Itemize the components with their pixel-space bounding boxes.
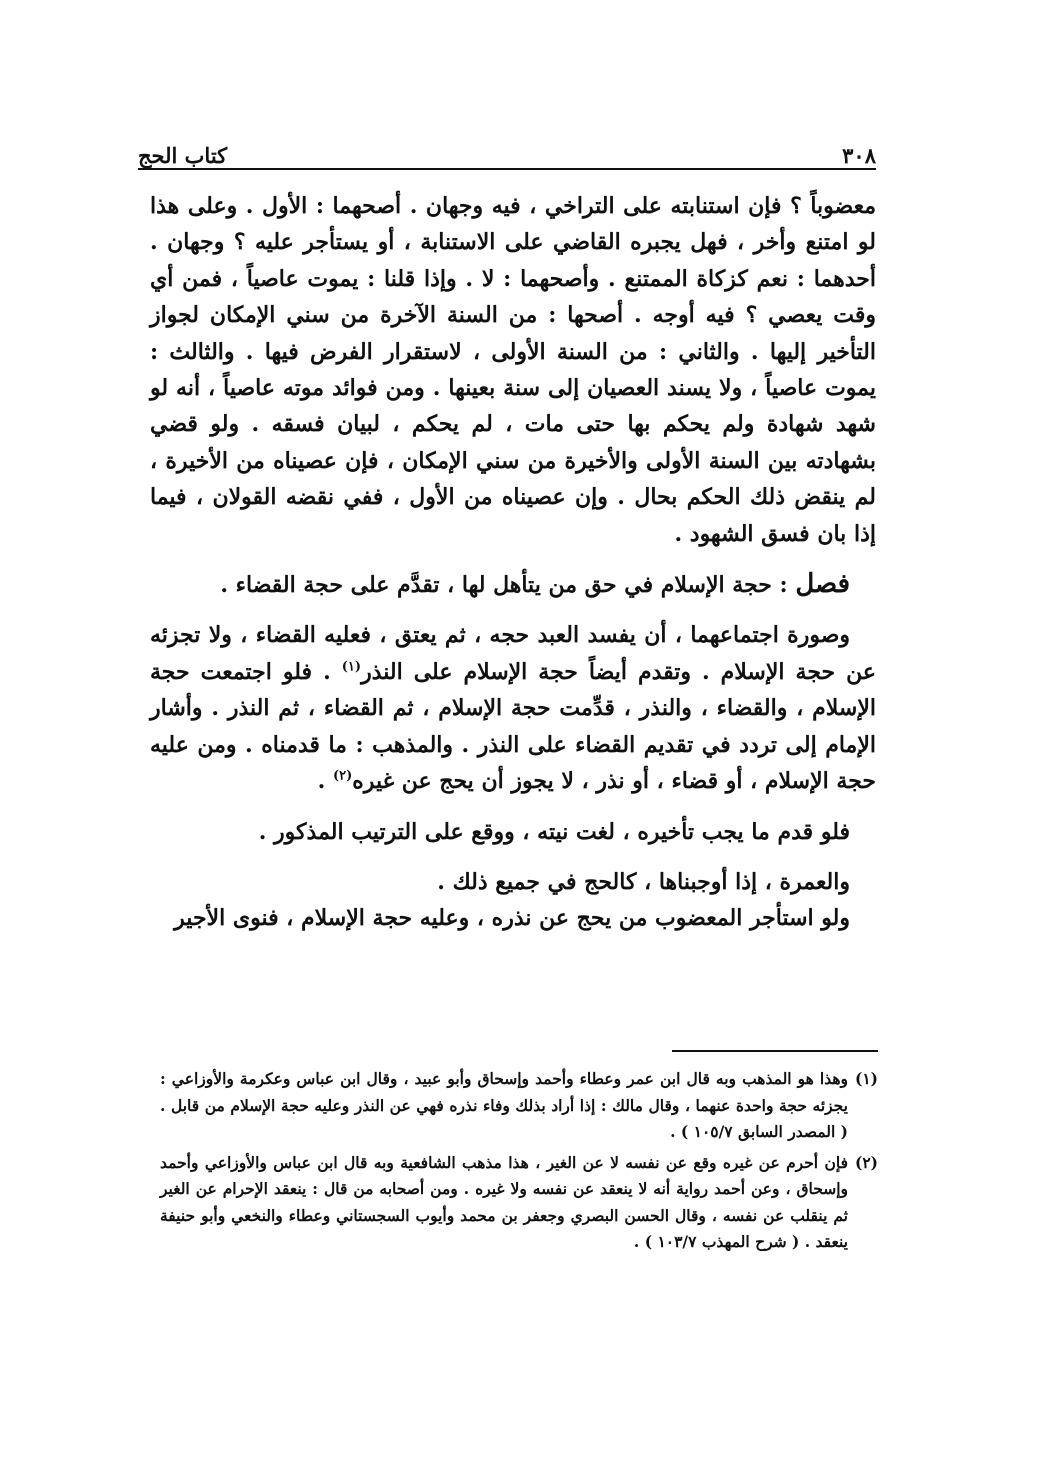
footnote-1 <box>160 1066 878 1146</box>
paragraph-6: ولو استأجر المعضوب من يحج عن نذره ، وعليه حجة الإسلام ، فنوى الأجير <box>174 905 850 932</box>
paragraph-5: والعمرة ، إذا أوجبناها ، كالحج في جميع ذلك . <box>437 868 850 895</box>
paragraph-1: معضوباً ؟ فإن استنابته على التراخي ، فيه وجهان . أصحهما : الأول . وعلى هذا لو امتنع وأخر ، فهل يجبره القاضي على الاستنابة ، أو يستأجر عليه ؟ وجهان . أحدهما : نعم كزكاة الممتنع . وأصحهما : لا . وإذا قلنا : يموت عاصياً ، فمن أي وقت يعصي ؟ فيه أوجه . أصحها : من السنة الآخرة من سني الإمكان لجواز التأخير إليها . والثاني : من السنة الأولى ، لاستقرار الفرض فيها . والثالث : يموت عاصياً ، ولا يسند العصيان إلى سنة بعينها . ومن فوائد موته عاصياً ، أنه لو شهد شهادة ولم يحكم بها حتى مات ، لم يحكم ، لبيان فسقه . ولو قضي بشهادته بين السنة الأولى والأخيرة من سني الإمكان ، فإن عصيناه من الأخيرة ، لم ينقض ذلك الحكم بحال . وإن عصيناه من الأول ، ففي نقضه القولان ، فيما إذا بان فسق الشهود . <box>150 193 876 547</box>
paragraph-3 <box>150 617 876 799</box>
footnote-ref-2: (٢) <box>332 768 353 784</box>
paragraph-3-part-c: . <box>317 768 333 795</box>
book-title: كتاب الحج <box>138 143 228 168</box>
footnote-1-text: وهذا هو المذهب وبه قال ابن عمر وعطاء وأحمد وإسحاق وأبو عبيد ، وقال ابن عباس وعكرمة والأوزاعي : يجزئه حجة واحدة عنهما ، وقال مالك : إذا أراد بذلك وفاء نذره فهي عن النذر وعليه حجة الإسلام من قابل . ( المصدر السابق ١٠٥/٧ ) . <box>160 1069 848 1141</box>
footnote-ref-1: (١) <box>341 659 362 675</box>
main-text <box>150 188 876 937</box>
footnote-separator <box>672 1050 878 1052</box>
footnote-1-number: (١) <box>854 1069 878 1088</box>
fasl-heading-text: : حجة الإسلام في حق من يتأهل لها ، تقدَّم على حجة القضاء . <box>220 572 796 599</box>
section-heading <box>150 566 876 603</box>
paragraph-4: فلو قدم ما يجب تأخيره ، لغت نيته ، ووقع على الترتيب المذكور . <box>258 818 850 845</box>
footnote-2-text: فإن أحرم عن غيره وقع عن نفسه لا عن الغير ، هذا مذهب الشافعية وبه قال ابن عباس والأوزاعي وأحمد وإسحاق ، وعن أحمد رواية أنه لا ينعقد عن نفسه ولا غيره . ومن أصحابه من قال : ينعقد الإحرام عن الغير ثم ينقلب عن نفسه ، وقال الحسن البصري وجعفر بن محمد وأيوب السجستاني وعطاء والنخعي وأبو حنيفة ينعقد . ( شرح المهذب ١٠٣/٧ ) . <box>160 1152 848 1251</box>
paragraph-3-part-a: وصورة اجتماعهما ، أن يفسد العبد حجه ، ثم يعتق ، فعليه القضاء ، ولا تجزئه عن حجة الإسلام . وتقدم أيضاً حجة الإسلام على النذر <box>150 622 877 685</box>
fasl-heading-word: فصل <box>795 569 850 600</box>
footnote-2-number: (٢) <box>854 1152 878 1172</box>
paragraph-3-part-b: . فلو اجتمعت حجة الإسلام ، والقضاء ، والنذر ، قدِّمت حجة الإسلام ، ثم القضاء ، ثم النذر . وأشار الإمام إلى تردد في تقديم القضاء على النذر . والمذهب : ما قدمناه . ومن عليه حجة الإسلام ، أو قضاء ، أو نذر ، لا يجوز أن يحج عن غيره <box>150 658 876 795</box>
footnote-2 <box>160 1150 878 1256</box>
header-rule <box>138 168 876 170</box>
running-header <box>138 128 876 168</box>
footnotes <box>160 1066 878 1260</box>
page-number: ٣٠٨ <box>842 143 876 168</box>
